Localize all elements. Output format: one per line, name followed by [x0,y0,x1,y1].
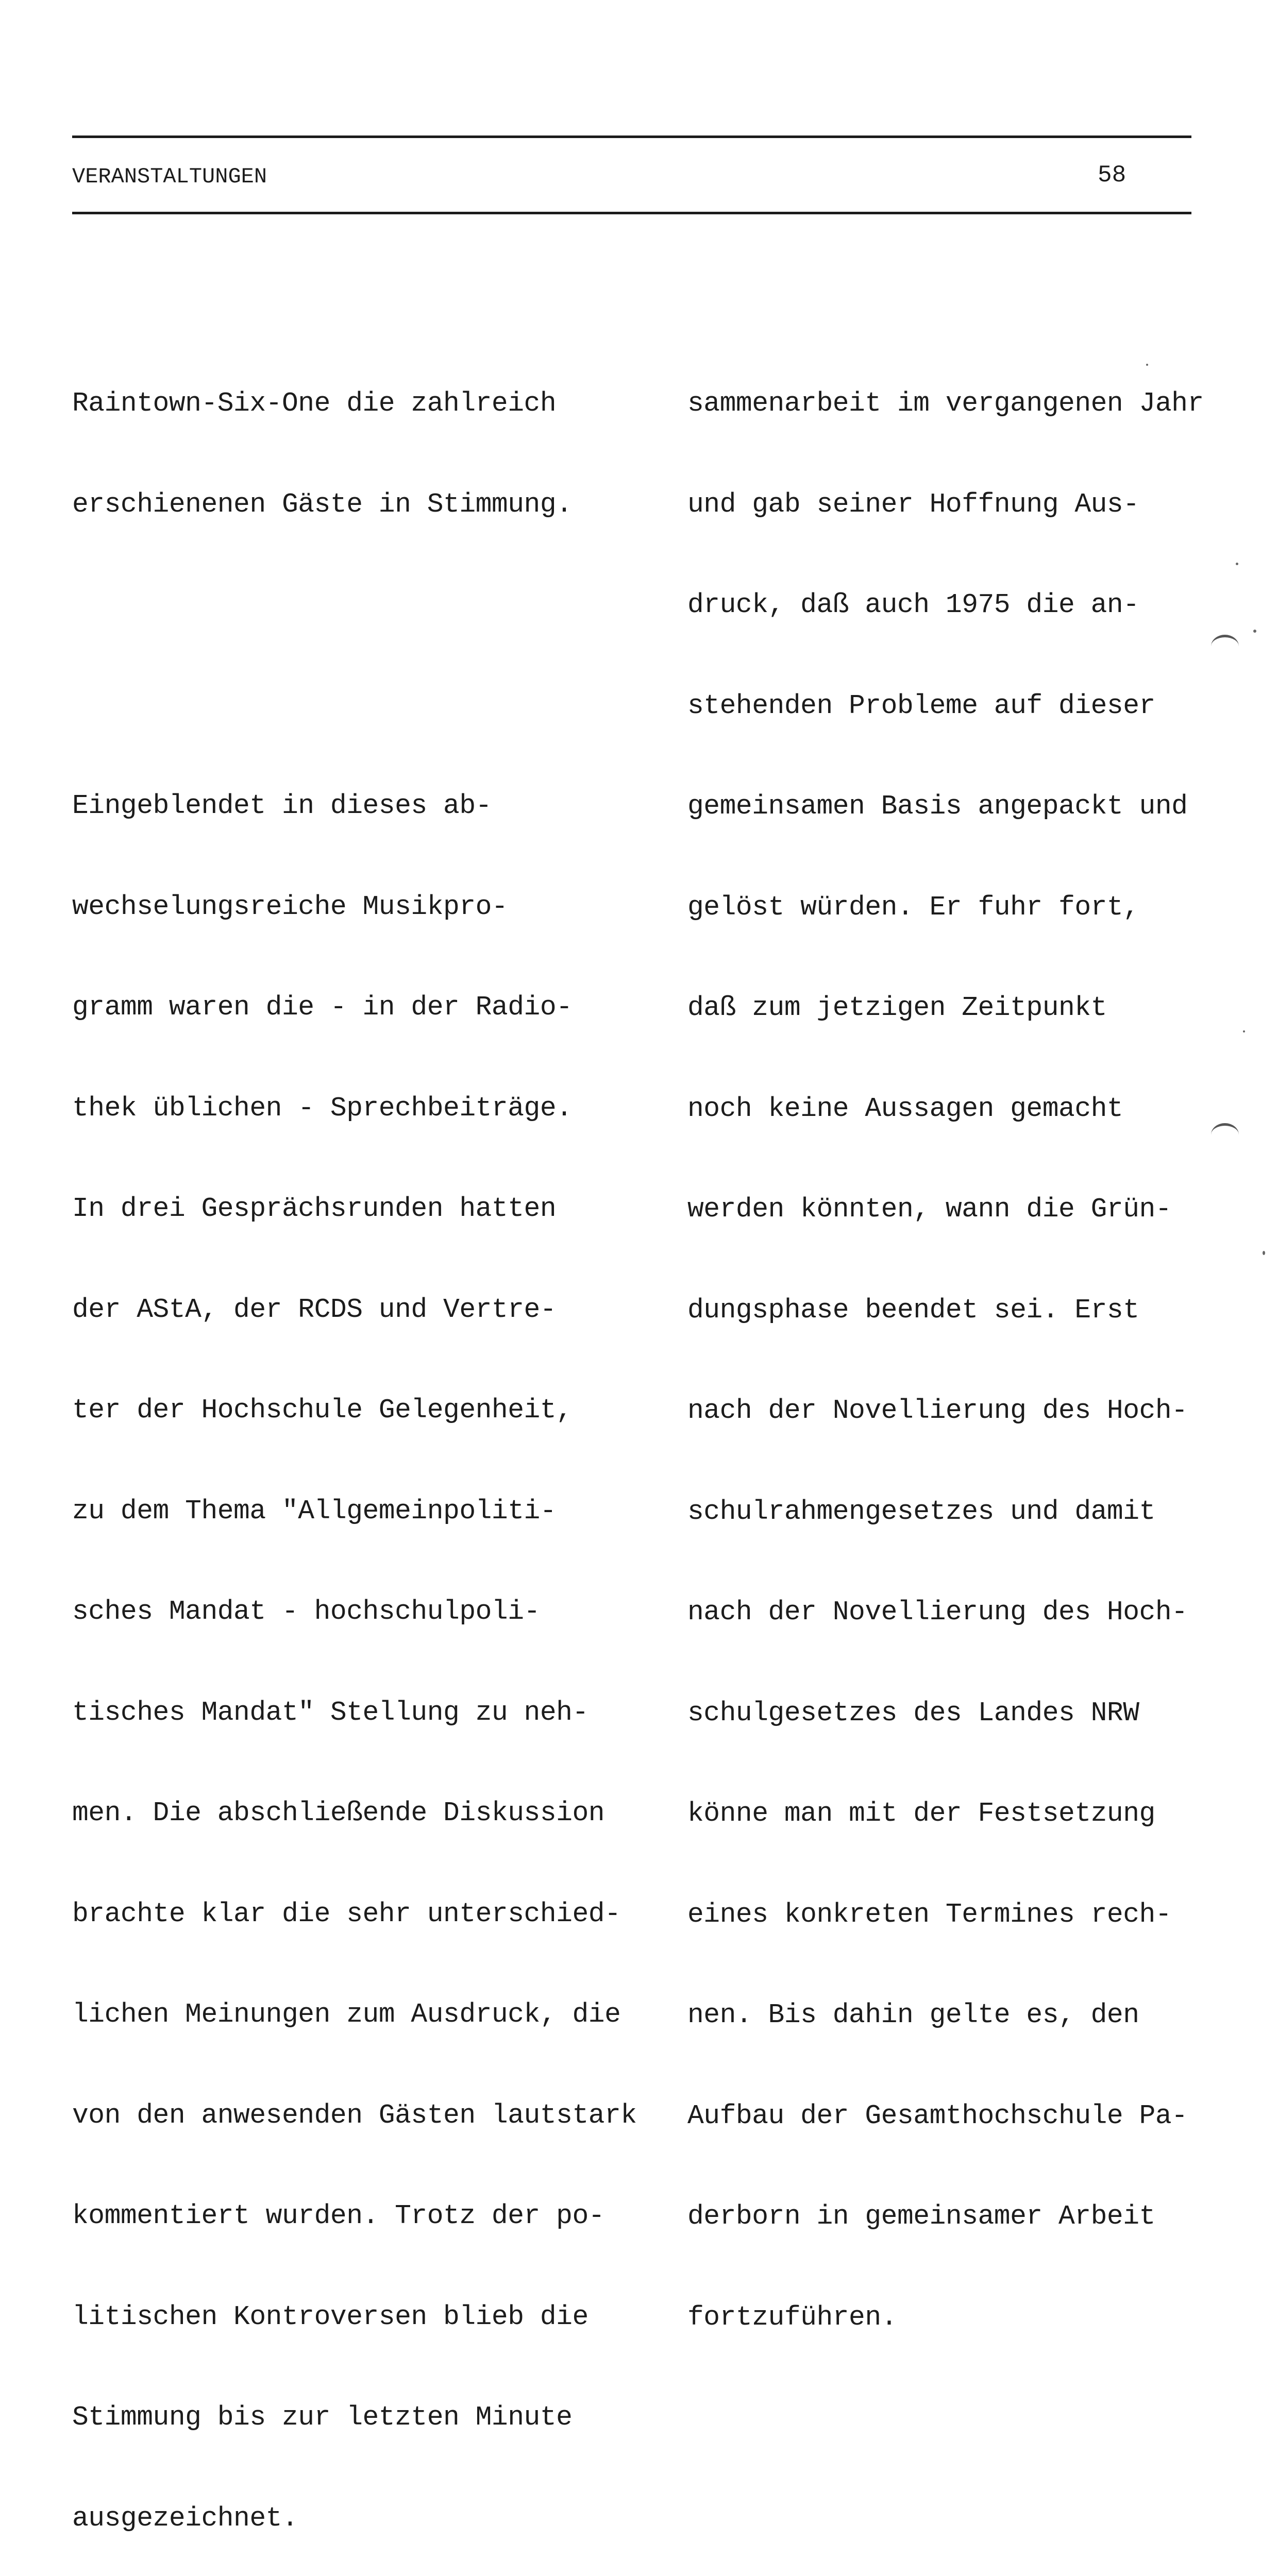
text-line: Aufbau der Gesamthochschule Pa- [687,2100,1188,2131]
left-column [72,261,637,2576]
text-line: dungsphase beendet sei. Erst [687,1294,1139,1326]
text-line: Raintown-Six-One die zahlreich [72,388,557,419]
text-line: Eingeblendet in dieses ab- [72,790,492,821]
right-paragraph-2 [687,2564,1204,2576]
text-line: gramm waren die - in der Radio- [72,992,573,1023]
text-line: werden könnten, wann die Grün- [687,1194,1172,1225]
text-line: nen. Bis dahin gelte es, den [687,1999,1139,2030]
text-line: men. Die abschließende Diskussion [72,1798,605,1828]
text-line: fortzuführen. [687,2301,897,2333]
text-line: Stimmung bis zur letzten Minute [72,2402,573,2433]
scan-speck [1236,563,1238,565]
text-line: kommentiert wurden. Trotz der po- [72,2200,605,2231]
scan-speck [1263,1251,1265,1255]
text-line: schulrahmengesetzes und damit [687,1496,1155,1527]
scan-speck [1253,630,1256,633]
text-line: könne man mit der Festsetzung [687,1798,1155,1829]
text-line: daß zum jetzigen Zeitpunkt [687,992,1107,1023]
text-line: eines konkreten Termines rech- [687,1899,1172,1930]
text-line: nach der Novellierung des Hoch- [687,1395,1188,1426]
text-line: ter der Hochschule Gelegenheit, [72,1395,573,1426]
text-line: In drei Gesprächsrunden hatten [72,1193,557,1224]
text-line: druck, daß auch 1975 die an- [687,589,1139,620]
text-line: noch keine Aussagen gemacht [687,1093,1123,1124]
right-column [687,261,1204,2576]
text-line: gemeinsamen Basis angepackt und [687,791,1188,822]
punch-hole-mark [1211,635,1239,658]
punch-hole-mark [1211,1123,1239,1146]
text-line: und gab seiner Hoffnung Aus- [687,488,1139,520]
header-rule-top [72,135,1191,138]
text-line: litischen Kontroversen blieb die [72,2301,588,2332]
left-paragraph-2 [72,725,637,2576]
text-line: schulgesetzes des Landes NRW [687,1697,1139,1728]
text-line: sches Mandat - hochschulpoli- [72,1596,540,1627]
text-line: tisches Mandat" Stellung zu neh- [72,1697,588,1728]
text-line: gelöst würden. Er fuhr fort, [687,891,1139,923]
text-line: ausgezeichnet. [72,2502,298,2534]
header-rule-bottom [72,212,1191,214]
text-line: lichen Meinungen zum Ausdruck, die [72,1999,621,2030]
text-line: brachte klar die sehr unterschied- [72,1898,621,1929]
left-paragraph-1 [72,323,637,586]
text-line: sammenarbeit im vergangenen Jahr [687,388,1204,419]
text-line: zu dem Thema "Allgemeinpoliti- [72,1495,557,1527]
text-line: stehenden Probleme auf dieser [687,690,1155,721]
section-title: VERANSTALTUNGEN [72,164,267,189]
text-line: erschienenen Gäste in Stimmung. [72,488,573,520]
text-line: derborn in gemeinsamer Arbeit [687,2201,1155,2232]
scan-speck [1243,1030,1245,1032]
text-line: wechselungsreiche Musikpro- [72,891,508,922]
scan-speck [1146,364,1148,366]
text-line: thek üblichen - Sprechbeiträge. [72,1092,573,1124]
right-paragraph-1 [687,323,1204,2399]
text-line: nach der Novellierung des Hoch- [687,1597,1188,1628]
text-line: von den anwesenden Gästen lautstark [72,2099,637,2131]
text-line: der AStA, der RCDS und Vertre- [72,1294,557,1325]
page-number: 58 [1098,162,1126,189]
